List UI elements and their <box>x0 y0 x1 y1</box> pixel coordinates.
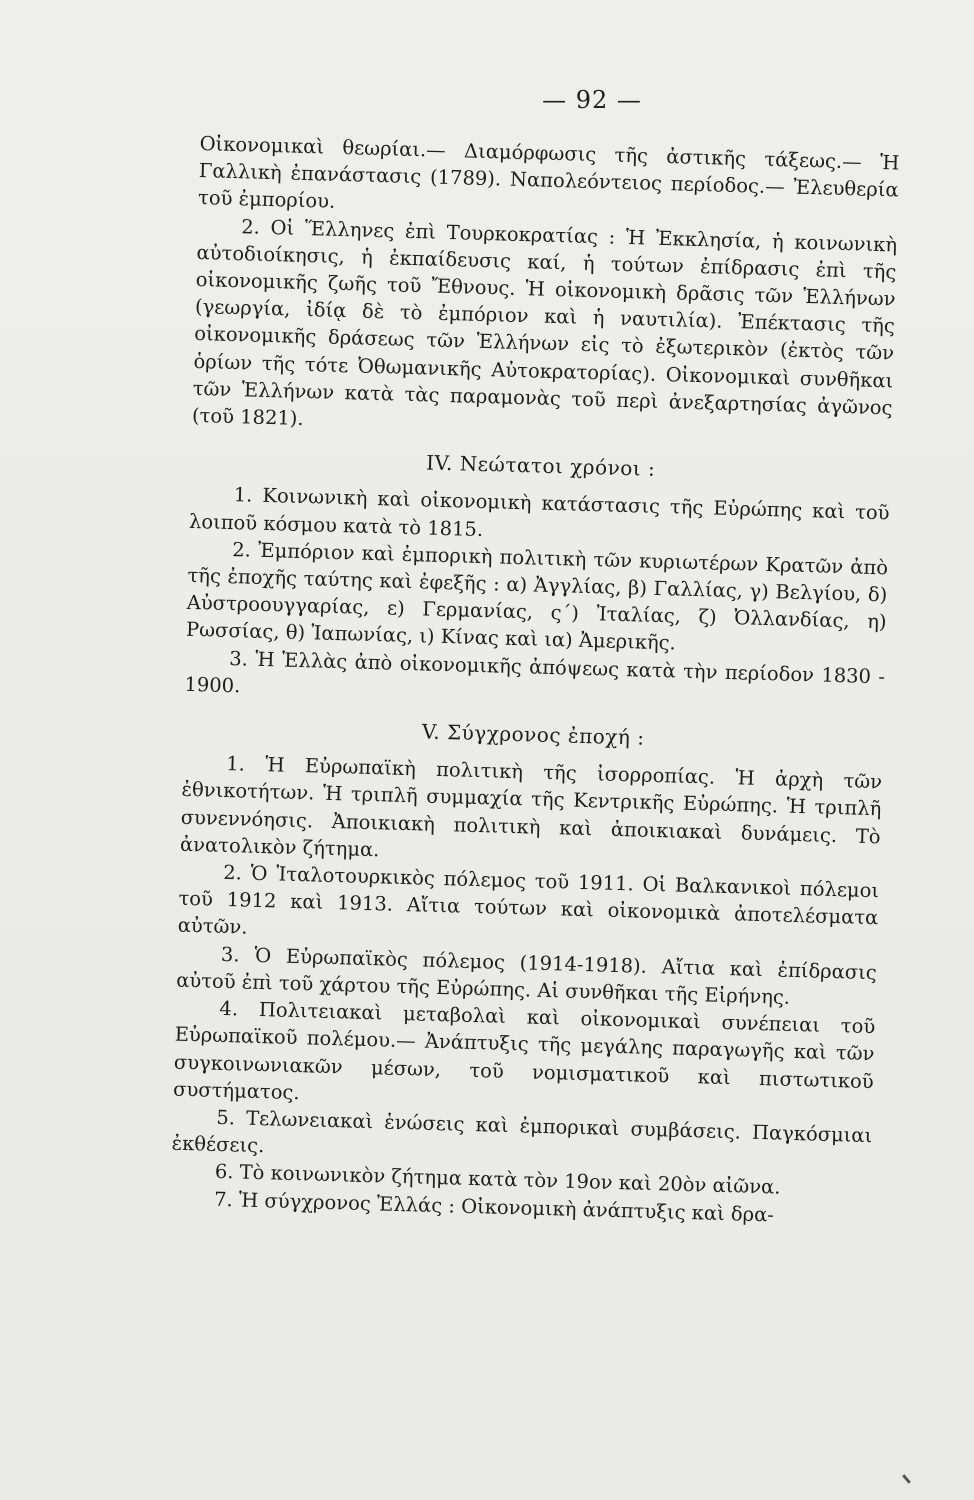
section-heading-iv: IV. Νεώτατοι χρόνοι : <box>425 450 656 482</box>
list-item: 2. Ὁ Ἰταλοτουρκικὸς πόλεμος τοῦ 1911. Οἱ Βαλκανικοὶ πόλεμοι τοῦ 1912 καὶ 1913. Αἴτια τούτων καὶ οἰκονομικὰ ἀποτελέσματα αὐτῶν. <box>177 861 880 940</box>
scan-mark <box>902 1474 911 1484</box>
section-heading-v: V. Σύγχρονος ἐποχή : <box>421 719 645 750</box>
list-item: 4. Πολιτειακαὶ μεταβολαὶ καὶ οἰκονομικαὶ συνέπειαι τοῦ Εὐρωπαϊκοῦ πολέμου.— Ἀνάπτυξις τῆς μεγάλης παραγωγῆς καὶ τῶν συγκοινωνιακῶν μέσων, τοῦ νομισματικοῦ καὶ πιστωτικοῦ συστήματος. <box>172 996 876 1104</box>
intro-paragraph: Οἰκονομικαὶ θεωρίαι.— Διαμόρφωσις τῆς ἀστικῆς τάξεως.— Ἡ Γαλλικὴ ἐπανάστασις (1789). Ναπολεόντειος περίοδος.— Ἐλευθερία τοῦ ἐμπορίου. <box>197 131 900 214</box>
list-item: 2. Ἐμπόριον καὶ ἐμπορικὴ πολιτικὴ τῶν κυριωτέρων Κρατῶν ἀπὸ τῆς ἐποχῆς ταύτης καὶ ἐφεξῆς : α) Ἀγγλίας, β) Γαλλίας, γ) Βελγίου, δ) Αὐστροουγγαρίας, ε) Γερμανίας, ς΄) Ἰταλίας, ζ) Ὀλλανδίας, η) Ρωσσίας, θ) Ἰαπωνίας, ι) Κίνας καὶ ια) Ἀμερικῆς. <box>185 537 889 655</box>
list-item: 6. Τὸ κοινωνικὸν ζήτημα κατὰ τὸν 19ον καὶ 20ὸν αἰῶνα. <box>214 1160 781 1199</box>
page-number: — 92 — <box>542 86 642 114</box>
list-item: 5. Τελωνειακαὶ ἑνώσεις καὶ ἐμπορικαὶ συμβάσεις. Παγκόσμιαι ἐκθέσεις. <box>171 1105 873 1158</box>
list-item: 7. Ἡ σύγχρονος Ἑλλάς : Οἰκονομικὴ ἀνάπτυξις καὶ δρα- <box>213 1187 775 1226</box>
page-body <box>170 130 900 1231</box>
list-item: 1. Κοινωνικὴ καὶ οἰκονομικὴ κατάστασις τῆς Εὐρώπης καὶ τοῦ λοιποῦ κόσμου κατὰ τὸ 1815. <box>188 483 890 541</box>
list-item: 3. Ὁ Εὐρωπαϊκὸς πόλεμος (1914-1918). Αἴτια καὶ ἐπίδρασις αὐτοῦ ἐπὶ τοῦ χάρτου τῆς Εὐρώπης. Αἱ συνθῆκαι τῆς Εἰρήνης. <box>175 942 878 1009</box>
list-item: 1. Ἡ Εὐρωπαϊκὴ πολιτικὴ τῆς ἰσορροπίας. Ἡ ἀρχὴ τῶν ἐθνικοτήτων. Ἡ τριπλῆ συμμαχία τῆς Κεντρικῆς Εὐρώπης. Ἡ τριπλῆ συνεννόησις. Ἀποικιακὴ πολιτικὴ καὶ ἀποικιακαὶ δυνάμεις. Τὸ ἀνατολικὸν ζήτημα. <box>179 752 883 862</box>
list-item: 3. Ἡ Ἑλλὰς ἀπὸ οἰκονομικῆς ἀπόψεως κατὰ τὴν περίοδον 1830 - 1900. <box>184 646 886 698</box>
list-item-turkish-rule: 2. Οἱ Ἕλληνες ἐπὶ Τουρκοκρατίας : Ἡ Ἐκκλησία, ἡ κοινωνικὴ αὐτοδιοίκησις, ἡ ἐκπαίδευσις καί, ἡ τούτων ἐπίδρασις ἐπὶ τῆς οἰκονομικῆς ζωῆς τοῦ Ἔθνους. Ἡ οἰκονομικὴ δρᾶσις τῶν Ἑλλήνων (γεωργία, ἰδίᾳ δὲ τὸ ἐμπόριον καὶ ἡ ναυτιλία). Ἐπέκτασις τῆς οἰκονομικῆς δράσεως τῶν Ἑλλήνων εἰς τὸ ἐξωτερικὸν (ἐκτὸς τῶν ὁρίων τῆς τότε Ὀθωμανικῆς Αὐτοκρατορίας). Οἰκονομικαὶ συνθῆκαι τῶν Ἑλλήνων κατὰ τὰς παραμονὰς τοῦ περὶ ἀνεξαρτησίας ἀγῶνος (τοῦ 1821). <box>191 214 898 431</box>
